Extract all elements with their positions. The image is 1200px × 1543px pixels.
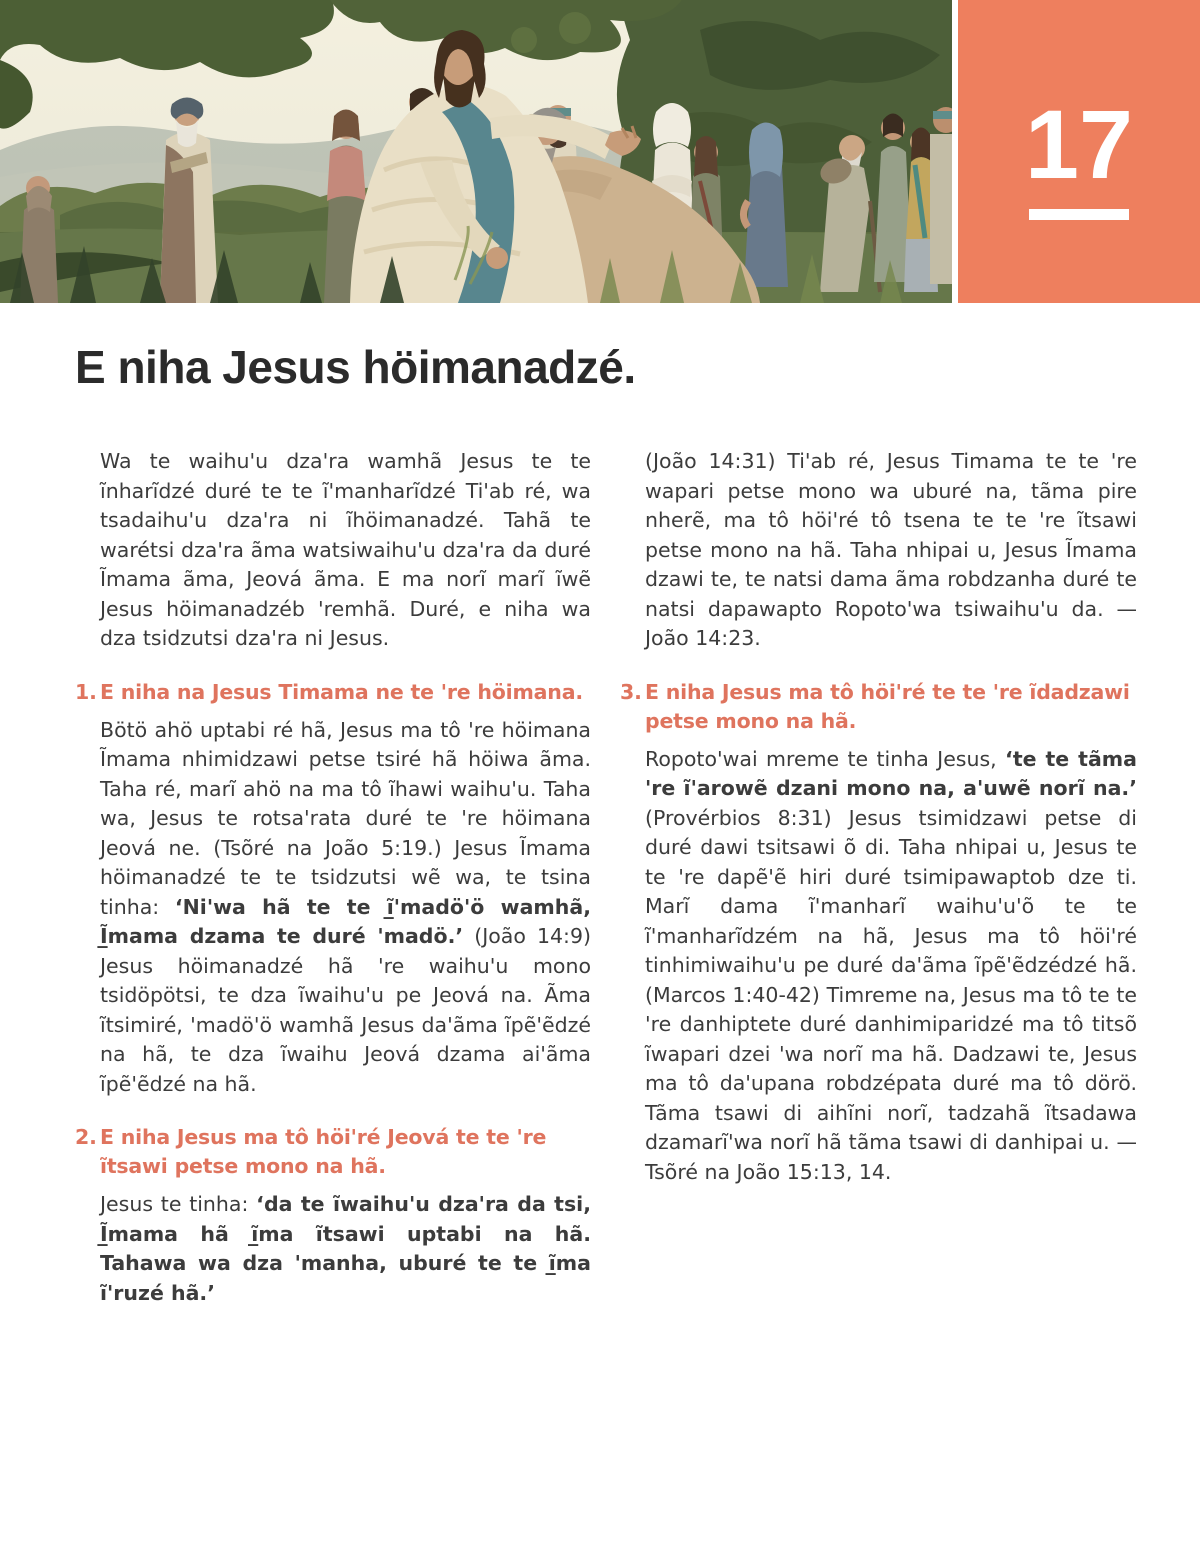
section-2-number: 2. (75, 1125, 97, 1149)
chapter-number-box (958, 0, 1200, 303)
section-1-heading-text: E niha na Jesus Timama ne te 're höimana. (100, 679, 583, 704)
chapter-photo (0, 0, 952, 303)
section-2-heading (75, 1123, 591, 1181)
section-1-rest: (João 14:9) Jesus höimanadzé hã 're waihu'u mono tsidöpötsi, te dza ĩwaihu'u pe Jeová na. Ãma ĩtsimiré, 'madö'ö wamhã Jesus da'ãma ĩpẽ'ẽdzé na hã, te dza ĩwaihu Jeová dzama ai'ãma ĩpẽ'ẽdzé na hã. (100, 924, 591, 1096)
page-title: E niha Jesus höimanadzé. (75, 341, 636, 393)
section-3-lead: Ropoto'wai mreme te tinha Jesus, (645, 746, 1006, 771)
section-2-quote: ‘da te ĩwaihu'u dza'ra da tsi, Ĩ̲mama hã ĩ̲ma ĩtsawi uptabi na hã. Tahawa wa dza 'manha, uburé te te ĩ̲ma ĩ'ruzé hã.’ (100, 1192, 591, 1305)
section-3-heading (620, 678, 1137, 736)
section-2-lead: Jesus te tinha: (100, 1192, 257, 1216)
section-1-number: 1. (75, 679, 97, 704)
section-1-heading (75, 678, 591, 707)
left-column (75, 447, 591, 1308)
section-3-rest: (Provérbios 8:31) Jesus tsimidzawi petse di duré dawi tsitsawi õ di. Taha nhipai u, Jesus te te 're dapẽ'ẽ hiri duré tsimipawaptob dze ti. Marĩ dama ĩ'manharĩ waihu'u'õ te te ĩ'manharĩdzém na hã, Jesus ma tô höi'ré tinhimiwaihu'u pe duré da'ãma ĩpẽ'ẽdzédzé hã. (Marcos 1:40-42) Timreme na, Jesus ma tô te te 're danhiptete duré danhimiparidzé ma tô titsõ ĩwapari dzei 'wa norĩ ma hã. Dadzawi te, Jesus ma tô da'upana robdzépata duré ma tô dörö. Tãma tsawi di aihĩni norĩ, tadzahã ĩtsadawa dzamarĩ'wa norĩ hã tãma tsawi di danhipai u. — Tsõré na João 15:13, 14. (645, 805, 1137, 1184)
section-2-paragraph (100, 1190, 591, 1308)
intro-paragraph: Wa te waihu'u dza'ra wamhã Jesus te te ĩnharĩdzé duré te te ĩ'manharĩdzé Ti'ab ré, wa tsadaihu'u dza'ra ni ĩhöimanadzé. Tahã te warétsi dza'ra ãma watsiwaihu'u dza'ra da duré Ĩmama ãma, Jeová ãma. E ma norĩ marĩ ĩwẽ Jesus höimanadzéb 'remhã. Duré, e niha wa dza tsidzutsi dza'ra ni Jesus. (100, 449, 591, 650)
section-3-quote: ‘te te tãma 're ĩ'arowẽ dzani mono na, a'uwẽ norĩ na.’ (645, 746, 1138, 800)
chapter-number: 17 (1025, 89, 1133, 199)
section-1-quote: ‘Ni'wa hã te te ĩ̲'madö'ö wamhã, Ĩ̲mama dzama te duré 'madö.’ (100, 894, 591, 948)
right-column (620, 447, 1137, 1187)
section-3-heading-text: E niha Jesus ma tô höi'ré te te 're ĩdadzawi petse mono na hã. (645, 679, 1130, 733)
section-2-continuation-paragraph: (João 14:31) Ti'ab ré, Jesus Timama te te 're wapari petse mono wa uburé na, tãma pire nherẽ, ma tô höi'ré tô tsena te te 're ĩtsawi petse mono na hã. Taha nhipai u, Jesus Ĩmama dzawi te, te natsi dama ãma robdzanha duré te natsi dapawapto Ropoto'wa tsiwaihu'u da. — João 14:23. (645, 449, 1137, 650)
section-3-number: 3. (620, 679, 642, 704)
section-2-heading-text: E niha Jesus ma tô höi'ré Jeová te te 're ĩtsawi petse mono na hã. (100, 1125, 547, 1178)
section-3-paragraph (645, 745, 1137, 1188)
section-1-paragraph (100, 716, 591, 1100)
section-1-lead: Bötö ahö uptabi ré hã, Jesus ma tô 're höimana Ĩmama nhimidzawi petse tsiré hã höiwa ãma. Taha ré, marĩ ahö na ma tô ĩhawi waihu'u. Taha wa, Jesus te rotsa'rata duré te 're höimana Jeová ne. (Tsõré na João 5:19.) Jesus Ĩmama höimanadzé te te tsidzutsi wẽ wa, te tsina tinha: (100, 717, 591, 919)
chapter-number-underline (1029, 209, 1129, 220)
